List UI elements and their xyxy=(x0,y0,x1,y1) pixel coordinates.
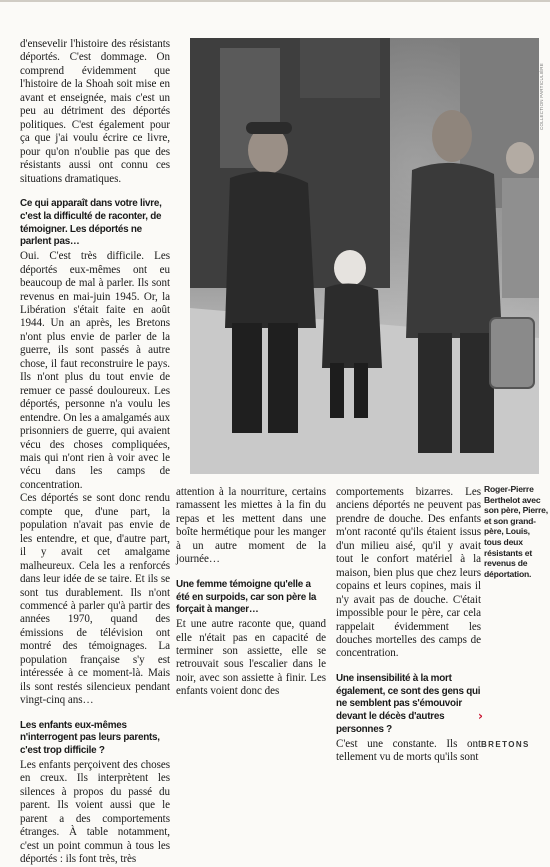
paragraph: d'ensevelir l'histoire des résistants déportés. C'est dommage. On comprend évidemment que l'histoire de la Shoah soit mise en avant et enseignée, mais c'est un peu au détriment des déportés politiques. C'est également pour ça que j'ai voulu écrire ce livre, pour qu'on n'oublie pas que des résistants aussi ont connu ces situations dramatiques. xyxy=(20,38,170,185)
section-footer: BRETONS xyxy=(481,740,530,749)
column-2 xyxy=(176,486,326,699)
interview-question: Les enfants eux-mêmes n'interrogent pas leurs parents, c'est trop difficile ? xyxy=(20,719,160,757)
column-1 xyxy=(20,38,170,867)
paragraph: Et une autre raconte que, quand elle n'était pas en capacité de terminer son assiette, elle se retrouvait sous l'escalier dans le noir, avec son assiette à finir. Les enfants voient donc des xyxy=(176,618,326,698)
paragraph: Les enfants perçoivent des choses en creux. Ils interprètent les silences à propos du passé du parent. Ils voient aussi que le parent a des comportements étranges. À table notamment, c'est un point commun à tous les déportés : ils font très, très xyxy=(20,758,170,866)
column-3 xyxy=(336,486,481,765)
paragraph: C'est une constante. Ils ont tellement vu de morts qu'ils sont xyxy=(336,737,481,764)
photo-credit: COLLECTION PARTICULIÈRE xyxy=(539,63,544,130)
interview-question: Ce qui apparaît dans votre livre, c'est la difficulté de raconter, de témoigner. Les déportés ne parlent pas… xyxy=(20,197,162,248)
paragraph: Oui. C'est très difficile. Les déportés eux-mêmes ont eu beaucoup de mal à parler. Ils sont revenus en mai-juin 1945. Or, la Libération s'était faite en août 1944. Un an après, les Bretons n'ont plus envie de parler de la guerre, ils sont passés à autre chose, il faut reconstruire le pays. Ils n'ont plus du tout envie de remuer ce passé douloureux. Les déportés, personne n'a voulu les entendre. On les a amalgamés aux prisonniers de guerre, qui avaient vécu des choses compliquées, mais qui n'ont rien à voir avec le vécu dans les camps de concentration. xyxy=(20,250,170,491)
top-rule xyxy=(0,0,550,2)
photo-caption: Roger-Pierre Berthelot avec son père, Pierre, et son grand-père, Louis, tous deux résistants et revenus de déportation. xyxy=(484,484,548,579)
paragraph: Ces déportés se sont donc rendu compte que, d'une part, la population n'avait pas envie de les entendre, et que, d'autre part, il y avait cet amalgame malheureux. Cela les a renforcés dans leur idée de se taire. Et ils se sont tus durablement. Ils n'ont commencé à parler qu'à partir des années 1970, quand des émissions de télévision ont montré des témoignages. La population française s'y est intéressée à ce moment-là. Mais ils sont restés silencieux pendant vingt-cinq ans… xyxy=(20,492,170,707)
paragraph: attention à la nourriture, certains ramassent les miettes à la fin du repas et les mettent dans une boîte hermétique pour les manger à un autre moment de la journée… xyxy=(176,486,326,566)
photo-illustration xyxy=(190,38,539,474)
paragraph: comportements bizarres. Les anciens déportés ne peuvent pas prendre de douche. Des enfants m'ont raconté qu'ils étaient issus d'un milieu aisé, qu'il y avait tout le confort matériel à la maison, bien plus que chez leurs copains et leurs copines, mais il n'y avait pas de douche. C'était impossible pour le père, car cela rappelait évidemment les douches mortelles des camps de concentration. xyxy=(336,486,481,660)
chevron-right-icon: › xyxy=(478,709,483,723)
interview-question: Une femme témoigne qu'elle a été en surpoids, car son père la forçait à manger… xyxy=(176,578,317,616)
interview-question: Une insensibilité à la mort également, ce sont des gens qui ne semblent pas s'émouvoir devant le décès d'autres personnes ? xyxy=(336,672,481,736)
archival-photo xyxy=(190,38,539,474)
